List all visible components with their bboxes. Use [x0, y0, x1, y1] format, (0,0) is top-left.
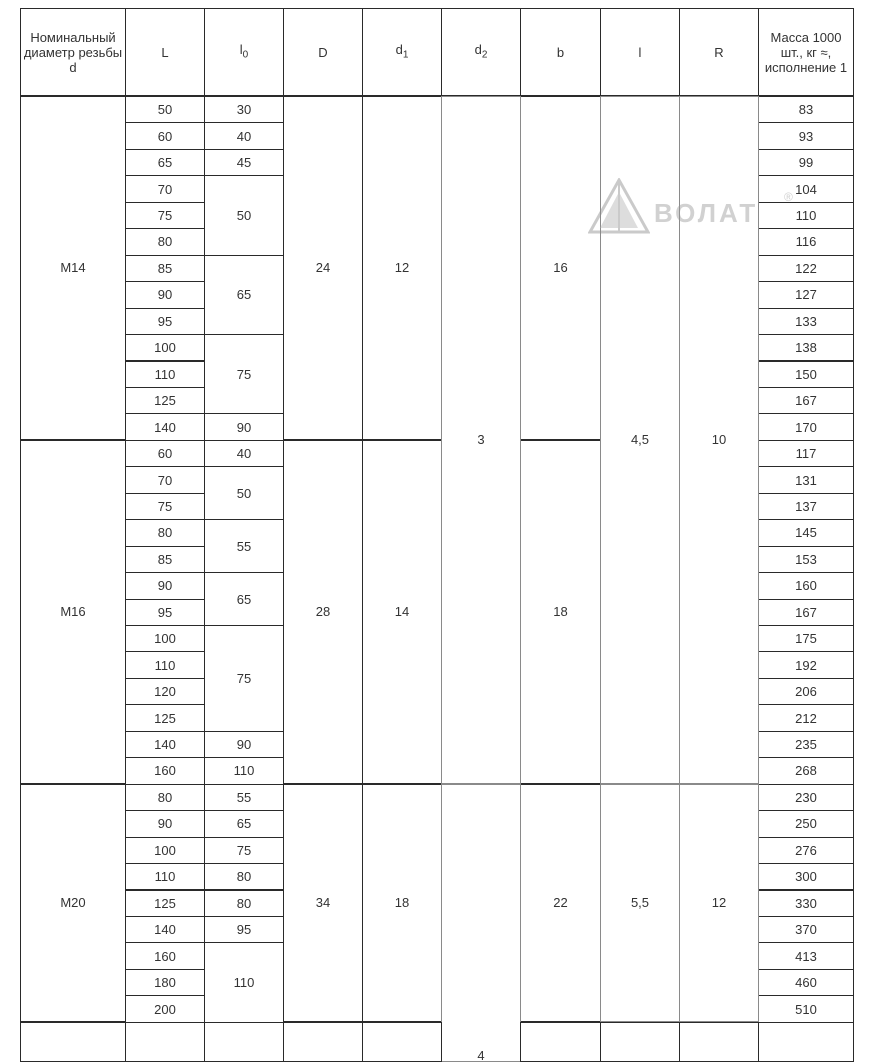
l0-cell-value: 45 — [236, 155, 252, 171]
mass-cell — [758, 942, 854, 969]
L-cell — [125, 916, 205, 943]
header-d1-sub: 1 — [402, 49, 409, 61]
volat-watermark — [588, 178, 808, 238]
mass-cell-value: 137 — [795, 498, 817, 514]
d1-cell-value: 18 — [394, 895, 410, 911]
trailing-cell — [20, 1022, 126, 1062]
L-cell-value: 180 — [154, 975, 176, 991]
d2-cell-b-value: 4 — [477, 1047, 485, 1063]
header-l0-sub: 0 — [242, 49, 249, 61]
L-cell — [125, 837, 205, 864]
header-thread-diameter — [20, 8, 126, 96]
mass-cell-value: 93 — [798, 128, 814, 144]
mass-cell-value: 192 — [795, 657, 817, 673]
mass-cell — [758, 651, 854, 678]
L-cell — [125, 308, 205, 335]
L-cell-value: 140 — [154, 419, 176, 435]
mass-cell-value: 104 — [795, 181, 817, 197]
l0-cell — [204, 731, 284, 758]
watermark-text: ВОЛАТ — [654, 198, 759, 228]
l0-cell — [204, 757, 284, 784]
mass-cell — [758, 493, 854, 520]
trailing-cell — [283, 1022, 363, 1062]
thread-diameter-cell — [20, 440, 126, 784]
mass-cell — [758, 96, 854, 123]
mass-cell — [758, 440, 854, 467]
header-l-label: l — [638, 44, 642, 60]
L-cell-value: 80 — [157, 234, 173, 250]
mass-cell — [758, 466, 854, 493]
l0-cell-value: 65 — [236, 591, 252, 607]
header-l0-label — [240, 42, 248, 63]
l0-cell-value: 40 — [236, 128, 252, 144]
L-cell — [125, 784, 205, 811]
mass-cell-value: 370 — [795, 922, 817, 938]
l0-cell-value: 65 — [236, 287, 252, 303]
L-cell — [125, 387, 205, 414]
mass-cell-value: 99 — [798, 155, 814, 171]
d1-cell-value: 14 — [394, 604, 410, 620]
mass-cell-value: 268 — [795, 763, 817, 779]
L-cell — [125, 202, 205, 229]
l0-cell — [204, 863, 284, 890]
header-d2-label — [475, 42, 488, 63]
L-cell-value: 90 — [157, 578, 173, 594]
l0-cell-value: 80 — [236, 895, 252, 911]
mass-cell-value: 122 — [795, 260, 817, 276]
D-cell — [283, 784, 363, 1022]
L-cell — [125, 228, 205, 255]
mass-cell-value: 250 — [795, 816, 817, 832]
l0-cell-value: 65 — [236, 816, 252, 832]
mass-cell — [758, 863, 854, 890]
l0-cell-value: 50 — [236, 208, 252, 224]
l0-cell — [204, 810, 284, 837]
mass-cell-value: 153 — [795, 551, 817, 567]
mass-cell — [758, 731, 854, 758]
L-cell-value: 100 — [154, 340, 176, 356]
d1-cell-value: 12 — [394, 260, 410, 276]
l0-cell-value: 30 — [236, 102, 252, 118]
mass-cell — [758, 784, 854, 811]
l0-cell — [204, 572, 284, 626]
mass-cell-value: 167 — [795, 393, 817, 409]
trailing-cell — [758, 1022, 854, 1062]
D-cell — [283, 96, 363, 440]
mass-cell-value: 160 — [795, 578, 817, 594]
D-cell-value: 24 — [315, 260, 331, 276]
L-cell-value: 110 — [154, 366, 176, 382]
L-cell-value: 60 — [157, 128, 173, 144]
header-L — [125, 8, 205, 96]
header-L-label: L — [161, 44, 169, 60]
mass-cell-value: 133 — [795, 313, 817, 329]
l0-cell — [204, 784, 284, 811]
L-cell — [125, 863, 205, 890]
L-cell — [125, 255, 205, 282]
l0-cell-value: 55 — [236, 789, 252, 805]
l0-cell — [204, 255, 284, 335]
l0-cell — [204, 942, 284, 1022]
l0-cell — [204, 837, 284, 864]
l0-cell-value: 110 — [233, 975, 255, 991]
L-cell-value: 80 — [157, 789, 173, 805]
L-cell-value: 140 — [154, 922, 176, 938]
L-cell-value: 70 — [157, 472, 173, 488]
L-cell-value: 75 — [157, 498, 173, 514]
trailing-cell — [125, 1022, 205, 1062]
L-cell-value: 125 — [154, 393, 176, 409]
mass-cell — [758, 625, 854, 652]
L-cell — [125, 281, 205, 308]
b-cell-value: 16 — [553, 260, 568, 276]
mass-cell — [758, 837, 854, 864]
L-cell — [125, 599, 205, 626]
L-cell — [125, 890, 205, 917]
L-cell-value: 90 — [157, 287, 173, 303]
mass-cell-value: 235 — [795, 737, 817, 753]
L-cell-value: 75 — [157, 208, 173, 224]
L-cell — [125, 625, 205, 652]
mass-cell — [758, 519, 854, 546]
l0-cell — [204, 413, 284, 440]
mass-cell-value: 230 — [795, 789, 817, 805]
L-cell-value: 95 — [157, 313, 173, 329]
mass-cell — [758, 387, 854, 414]
L-cell-value: 65 — [157, 155, 173, 171]
mass-cell — [758, 704, 854, 731]
volat-logo-icon — [588, 178, 650, 234]
d2-cell-a — [441, 96, 521, 784]
L-cell-value: 160 — [154, 763, 176, 779]
l0-cell — [204, 519, 284, 573]
l0-cell — [204, 96, 284, 123]
mass-cell — [758, 361, 854, 388]
l0-cell — [204, 440, 284, 467]
b-cell — [520, 440, 601, 784]
L-cell — [125, 704, 205, 731]
header-l0 — [204, 8, 284, 96]
L-cell-value: 120 — [154, 684, 176, 700]
header-b-label: b — [556, 44, 565, 60]
L-cell-value: 95 — [157, 604, 173, 620]
trailing-cell — [600, 1022, 680, 1062]
mass-cell — [758, 546, 854, 573]
mass-cell-value: 206 — [795, 684, 817, 700]
l0-cell-value: 90 — [236, 737, 252, 753]
b-cell-value: 18 — [553, 604, 568, 620]
mass-cell-value: 116 — [795, 234, 817, 250]
header-d2 — [441, 8, 521, 96]
mass-cell — [758, 810, 854, 837]
L-cell — [125, 466, 205, 493]
d1-cell — [362, 784, 442, 1022]
mass-cell-value: 117 — [795, 446, 817, 462]
L-cell — [125, 122, 205, 149]
header-l — [600, 8, 680, 96]
l0-cell-value: 90 — [236, 419, 252, 435]
L-cell — [125, 995, 205, 1022]
mass-cell-value: 170 — [795, 419, 817, 435]
l0-cell — [204, 149, 284, 176]
header-R — [679, 8, 759, 96]
mass-cell-value: 83 — [798, 102, 814, 118]
b-cell-value: 22 — [553, 895, 568, 911]
l-cell-b — [600, 784, 680, 1022]
R-cell-b — [679, 784, 759, 1022]
mass-cell — [758, 334, 854, 361]
L-cell — [125, 361, 205, 388]
trailing-cell — [679, 1022, 759, 1062]
L-cell — [125, 731, 205, 758]
mass-cell-value: 131 — [795, 472, 817, 488]
header-D — [283, 8, 363, 96]
l0-cell — [204, 122, 284, 149]
header-d1-base: d — [395, 41, 403, 57]
L-cell — [125, 546, 205, 573]
trailing-cell — [362, 1022, 442, 1062]
b-cell — [520, 784, 601, 1022]
mass-cell-value: 138 — [795, 340, 817, 356]
mass-cell-value: 460 — [795, 975, 817, 991]
mass-cell — [758, 969, 854, 996]
thread-diameter-cell-value: M20 — [60, 895, 86, 911]
header-R-label: R — [714, 44, 724, 60]
mass-cell — [758, 413, 854, 440]
thread-diameter-cell-value: M14 — [60, 260, 86, 276]
b-cell — [520, 96, 601, 440]
thread-diameter-cell-value: M16 — [60, 604, 86, 620]
l0-cell-value: 75 — [236, 366, 252, 382]
L-cell-value: 80 — [157, 525, 173, 541]
R-cell-a-value: 10 — [711, 432, 727, 448]
L-cell-value: 85 — [157, 260, 173, 276]
L-cell — [125, 334, 205, 361]
mass-cell-value: 167 — [795, 604, 817, 620]
l0-cell — [204, 916, 284, 943]
mass-cell — [758, 995, 854, 1022]
mass-cell-value: 510 — [795, 1001, 817, 1017]
d2-cell-a-value: 3 — [477, 432, 485, 448]
L-cell — [125, 969, 205, 996]
L-cell — [125, 413, 205, 440]
L-cell-value: 100 — [154, 631, 176, 647]
d2-cell-b — [441, 784, 521, 1062]
mass-cell — [758, 308, 854, 335]
l0-cell-value: 75 — [236, 670, 252, 686]
mass-cell — [758, 757, 854, 784]
D-cell-value: 34 — [315, 895, 331, 911]
mass-cell — [758, 149, 854, 176]
trailing-cell — [520, 1022, 601, 1062]
mass-cell-value: 413 — [795, 948, 817, 964]
L-cell-value: 85 — [157, 551, 173, 567]
L-cell-value: 100 — [154, 842, 176, 858]
mass-cell-value: 300 — [795, 869, 817, 885]
header-d2-sub: 2 — [481, 49, 488, 61]
D-cell — [283, 440, 363, 784]
mass-cell-value: 212 — [795, 710, 817, 726]
header-l0-base: l — [239, 41, 243, 57]
l0-cell — [204, 625, 284, 732]
l0-cell — [204, 466, 284, 520]
mass-cell — [758, 572, 854, 599]
L-cell-value: 125 — [154, 895, 176, 911]
mass-cell-value: 276 — [795, 842, 817, 858]
L-cell — [125, 175, 205, 202]
L-cell — [125, 519, 205, 546]
l0-cell-value: 110 — [233, 763, 255, 779]
R-cell-b-value: 12 — [711, 895, 727, 911]
header-d1-label — [396, 42, 409, 63]
L-cell — [125, 149, 205, 176]
l0-cell-value: 95 — [236, 922, 252, 938]
l0-cell — [204, 175, 284, 255]
L-cell-value: 60 — [157, 446, 173, 462]
mass-cell — [758, 599, 854, 626]
l0-cell-value: 50 — [236, 485, 252, 501]
header-thread-diameter-label: Номинальный диаметр резьбы d — [23, 29, 123, 75]
l-cell-b-value: 5,5 — [630, 895, 650, 911]
mass-cell — [758, 890, 854, 917]
l0-cell — [204, 334, 284, 414]
mass-cell-value: 150 — [795, 366, 817, 382]
L-cell-value: 70 — [157, 181, 173, 197]
L-cell-value: 110 — [154, 869, 176, 885]
L-cell — [125, 678, 205, 705]
header-D-label: D — [318, 44, 328, 60]
l0-cell-value: 40 — [236, 446, 252, 462]
l0-cell-value: 55 — [236, 538, 252, 554]
L-cell — [125, 96, 205, 123]
L-cell-value: 50 — [157, 102, 173, 118]
l0-cell-value: 80 — [236, 869, 252, 885]
mass-cell-value: 127 — [795, 287, 817, 303]
mass-cell — [758, 255, 854, 282]
mass-cell — [758, 281, 854, 308]
mass-cell-value: 145 — [795, 525, 817, 541]
mass-cell — [758, 678, 854, 705]
l0-cell-value: 75 — [236, 842, 252, 858]
mass-cell-value: 175 — [795, 631, 817, 647]
L-cell — [125, 572, 205, 599]
L-cell — [125, 440, 205, 467]
mass-cell — [758, 122, 854, 149]
header-b — [520, 8, 601, 96]
L-cell-value: 160 — [154, 948, 176, 964]
L-cell — [125, 810, 205, 837]
d1-cell — [362, 440, 442, 784]
L-cell-value: 200 — [154, 1001, 176, 1017]
l-cell-a-value: 4,5 — [630, 432, 650, 448]
header-mass — [758, 8, 854, 96]
D-cell-value: 28 — [315, 604, 331, 620]
mass-cell — [758, 916, 854, 943]
L-cell-value: 125 — [154, 710, 176, 726]
L-cell-value: 90 — [157, 816, 173, 832]
L-cell — [125, 493, 205, 520]
L-cell-value: 140 — [154, 737, 176, 753]
L-cell — [125, 757, 205, 784]
thread-diameter-cell — [20, 784, 126, 1022]
l0-cell — [204, 890, 284, 917]
L-cell-value: 110 — [154, 657, 176, 673]
header-d2-base: d — [474, 41, 482, 57]
L-cell — [125, 651, 205, 678]
trailing-cell — [204, 1022, 284, 1062]
thread-diameter-cell — [20, 96, 126, 440]
registered-icon: ® — [784, 190, 793, 204]
L-cell — [125, 942, 205, 969]
mass-cell-value: 330 — [795, 895, 817, 911]
header-d1 — [362, 8, 442, 96]
header-mass-label: Масса 1000 шт., кг ≈, исполнение 1 — [764, 29, 848, 75]
d1-cell — [362, 96, 442, 440]
mass-cell-value: 110 — [795, 208, 817, 224]
